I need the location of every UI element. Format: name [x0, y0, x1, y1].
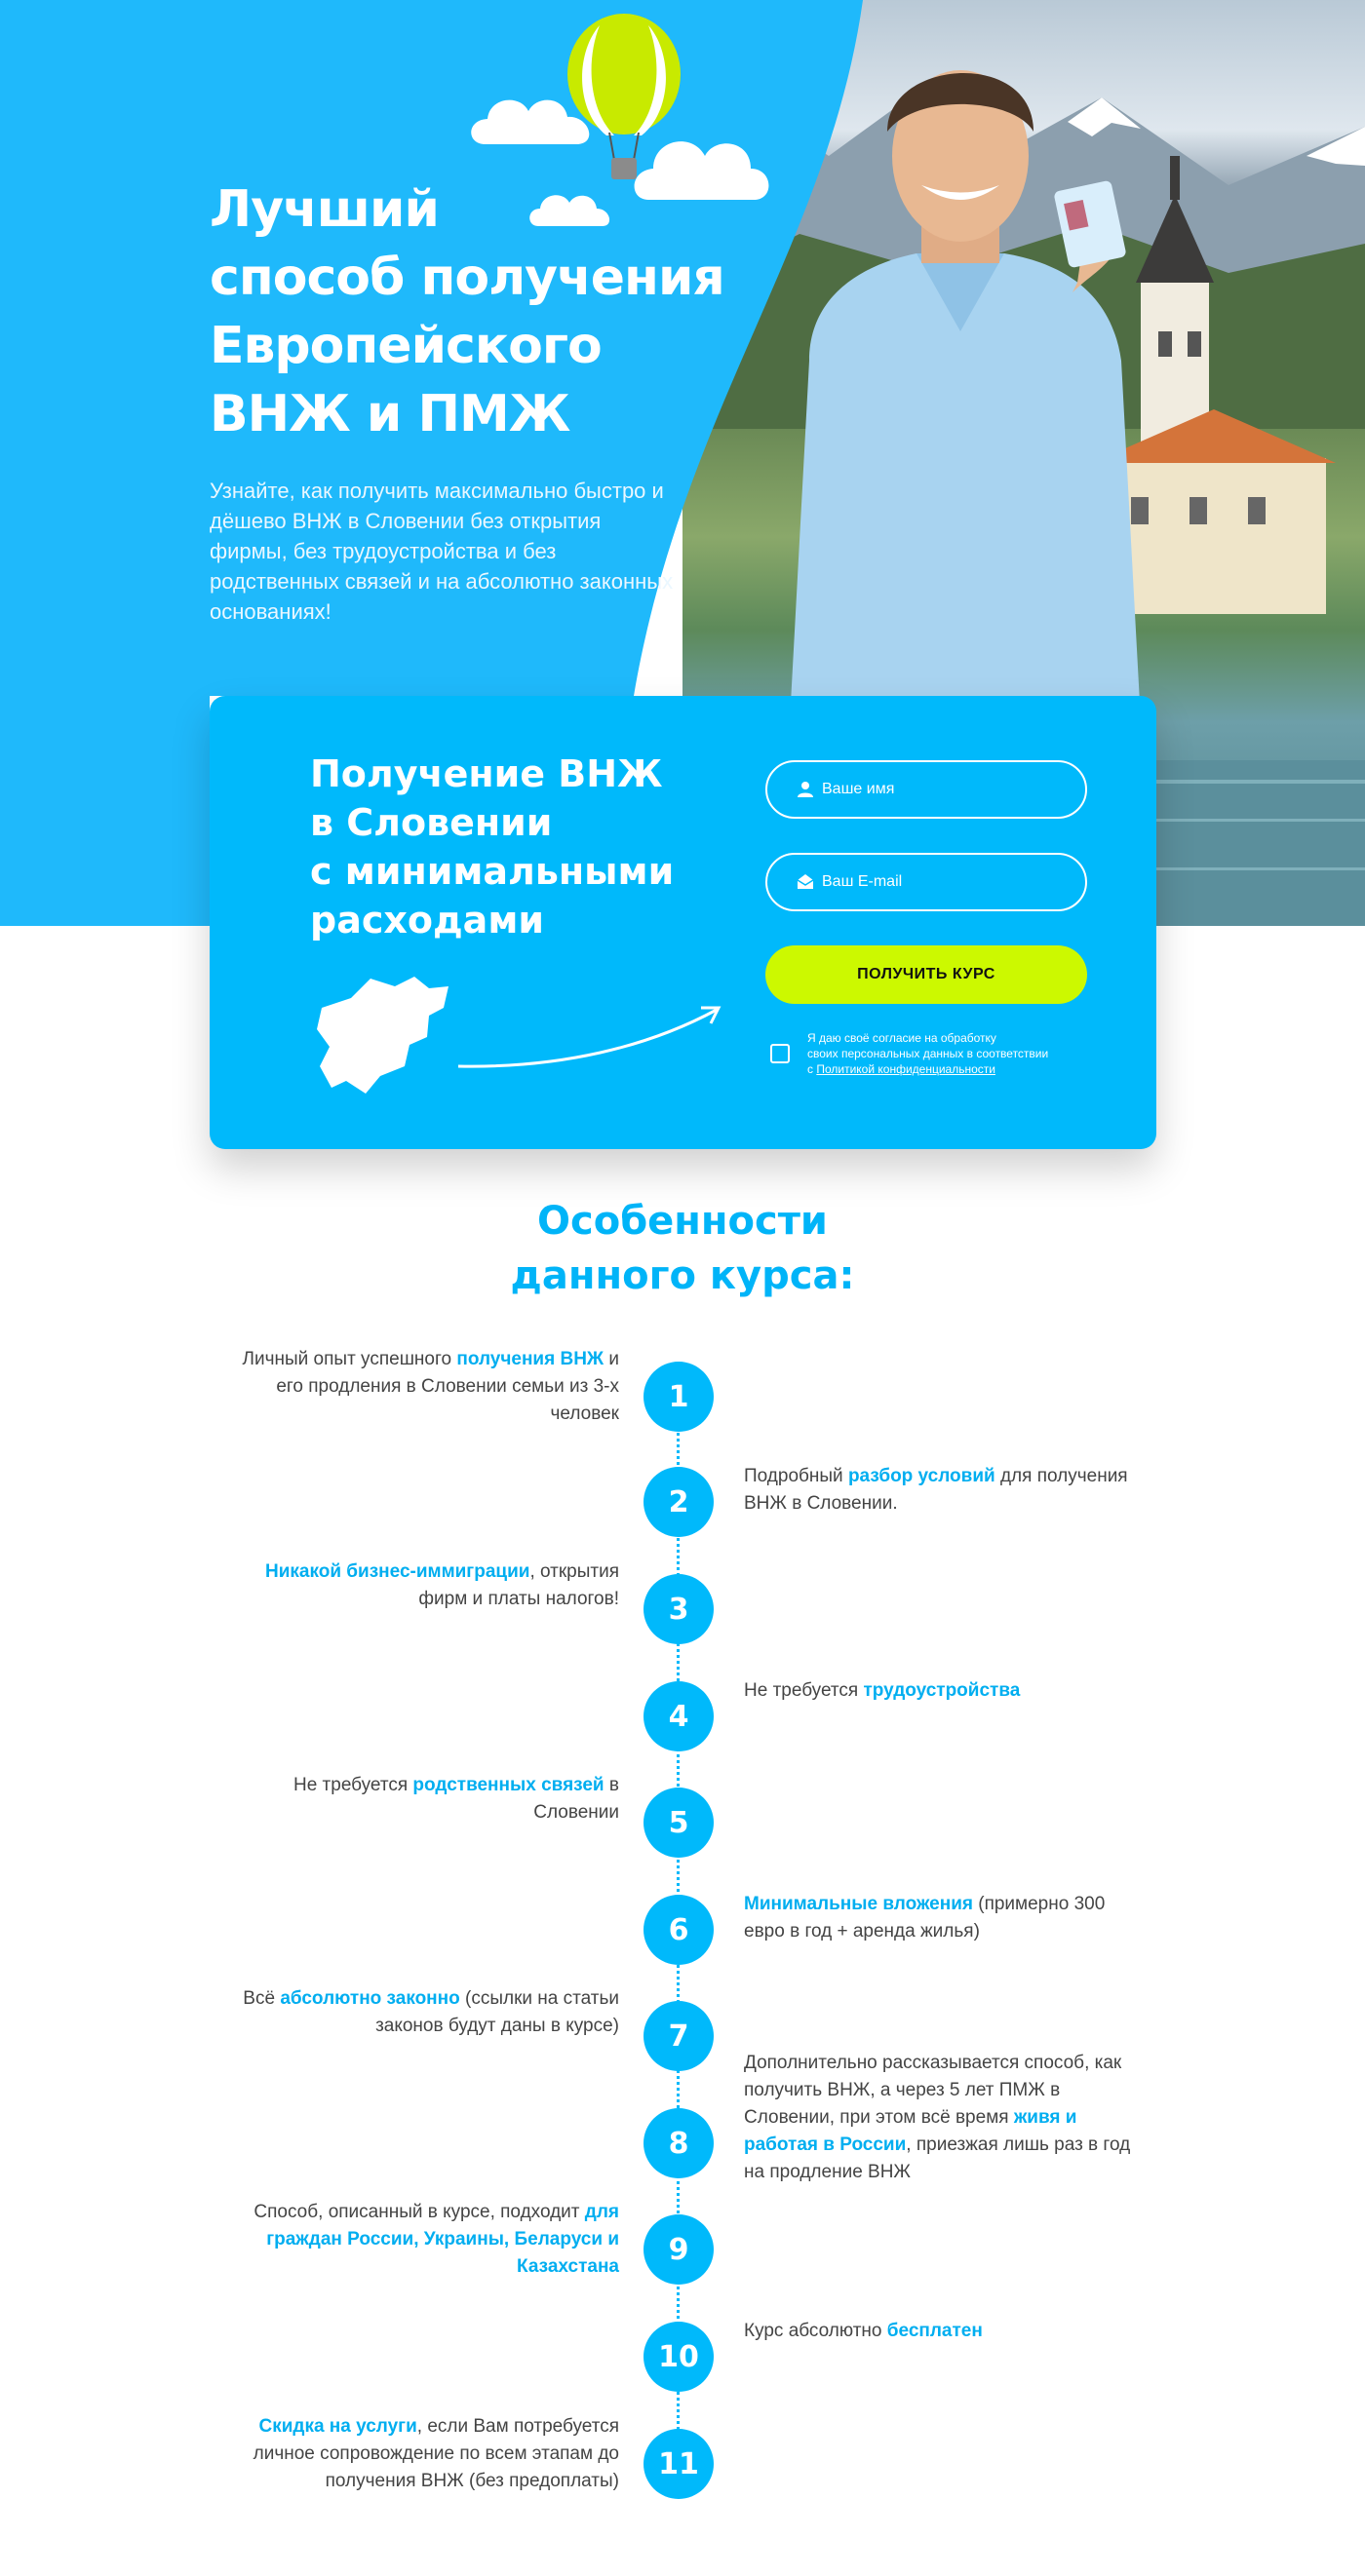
slovenia-map-icon	[312, 969, 453, 1096]
feature-highlight: разбор условий	[847, 1466, 995, 1486]
feature-highlight: для граждан России, Украины, Беларуси и Казахстана	[266, 2202, 619, 2277]
step-number-badge: 11	[644, 2429, 714, 2499]
consent-line: Я даю своё согласие на обработку	[807, 1031, 996, 1045]
signup-form-card	[210, 696, 1156, 1149]
privacy-policy-link[interactable]: Политикой конфиденциальности	[816, 1062, 995, 1076]
consent-checkbox[interactable]	[770, 1044, 790, 1063]
step-number-badge: 6	[644, 1895, 714, 1965]
feature-item-text	[229, 1772, 619, 1826]
form-title	[310, 750, 729, 944]
feature-item-text	[744, 1677, 1144, 1705]
feature-text-part: Личный опыт успешного	[242, 1349, 457, 1369]
step-number-badge: 5	[644, 1788, 714, 1858]
feature-text-part: Способ, описанный в курсе, подходит	[254, 2202, 585, 2222]
feature-highlight: Минимальные вложения	[744, 1894, 973, 1914]
hero-title-line: способ получения	[210, 249, 724, 307]
feature-text-part: Дополнительно рассказывается способ, как получить ВНЖ, а через 5 лет ПМЖ в Словении, при этом всё время	[744, 2053, 1122, 2128]
email-input-placeholder: Ваш E-mail	[822, 873, 903, 890]
name-input-placeholder: Ваше имя	[822, 781, 895, 797]
feature-text-part: , открытия фирм и платы налогов!	[418, 1561, 619, 1609]
feature-highlight: Скидка на услуги	[258, 2416, 417, 2437]
feature-text-part: Не требуется	[744, 1680, 864, 1701]
feature-highlight: получения ВНЖ	[456, 1349, 604, 1369]
cloud-icon	[466, 86, 603, 154]
feature-highlight: бесплатен	[886, 2321, 983, 2341]
feature-item-text	[229, 2413, 619, 2495]
form-title-line: с минимальными	[310, 850, 675, 893]
hero-title-line: Лучший	[210, 180, 439, 239]
feature-text-part: Всё	[243, 1988, 281, 2009]
step-number-badge: 9	[644, 2214, 714, 2285]
envelope-icon	[797, 873, 814, 891]
step-number-badge: 4	[644, 1681, 714, 1751]
name-input[interactable]	[765, 760, 1087, 819]
feature-highlight: трудоустройства	[863, 1680, 1021, 1701]
consent-line: своих персональных данных в соответствии	[807, 1047, 1049, 1060]
feature-text-part: Не требуется	[292, 1775, 413, 1795]
feature-text-part: для получения ВНЖ в Словении.	[744, 1466, 1128, 1514]
step-number-badge: 10	[644, 2322, 714, 2392]
form-title-line: расходами	[310, 899, 545, 942]
feature-item-text	[229, 1985, 619, 2040]
features-title-line: Особенности	[537, 1199, 828, 1244]
curved-arrow-icon	[453, 998, 726, 1076]
step-number-badge: 1	[644, 1362, 714, 1432]
feature-item-text	[744, 2050, 1144, 2186]
feature-text-part: Курс абсолютно	[744, 2321, 887, 2341]
feature-item-text	[744, 1891, 1144, 1945]
hero-title	[210, 175, 795, 448]
hero-subtitle: Узнайте, как получить максимально быстро и дёшево ВНЖ в Словении без открытия фирмы, без трудоустройства и без родственных связей и на абсолютно законных основаниях!	[210, 479, 674, 624]
feature-item-text	[229, 1346, 619, 1428]
feature-item-text	[229, 1558, 619, 1613]
get-course-button[interactable]: ПОЛУЧИТЬ КУРС	[765, 945, 1087, 1004]
hero-title-line: ВНЖ и ПМЖ	[210, 385, 570, 443]
feature-highlight: Никакой бизнес-иммиграции	[264, 1561, 530, 1582]
feature-text-part: , если Вам потребуется личное сопровождение по всем этапам до получения ВНЖ (без предоплаты)	[253, 2416, 619, 2491]
consent-text	[807, 1030, 1048, 1077]
form-title-line: в Словении	[310, 801, 553, 844]
feature-highlight: живя и работая в России	[744, 2107, 1077, 2155]
step-number-badge: 3	[644, 1574, 714, 1644]
feature-text-part: Подробный	[744, 1466, 848, 1486]
hero-title-line: Европейского	[210, 317, 602, 375]
email-input[interactable]	[765, 853, 1087, 911]
feature-highlight: родственных связей	[412, 1775, 604, 1795]
man-with-card-illustration	[751, 39, 1170, 741]
step-number-badge: 7	[644, 2001, 714, 2071]
form-title-line: Получение ВНЖ	[310, 752, 663, 795]
feature-highlight: абсолютно законно	[280, 1988, 460, 2009]
feature-text-part: (ссылки на статьи законов будут даны в курсе)	[375, 1988, 619, 2036]
feature-text-part: (примерно 300 евро в год + аренда жилья)	[744, 1894, 1106, 1942]
feature-text-part: , приезжая лишь раз в год на продление ВНЖ	[744, 2134, 1131, 2182]
features-title	[0, 1194, 1365, 1303]
step-number-badge: 2	[644, 1467, 714, 1537]
feature-text-part: и его продления в Словении семьи из 3-х человек	[276, 1349, 619, 1424]
features-title-line: данного курса:	[510, 1253, 855, 1298]
consent-prefix: с	[807, 1062, 817, 1076]
feature-text-part: в Словении	[533, 1775, 619, 1823]
consent-row	[770, 1030, 1092, 1077]
feature-item-text	[229, 2199, 619, 2281]
feature-item-text	[744, 1463, 1144, 1518]
feature-item-text	[744, 2318, 1144, 2345]
step-number-badge: 8	[644, 2108, 714, 2178]
user-icon	[797, 781, 814, 798]
